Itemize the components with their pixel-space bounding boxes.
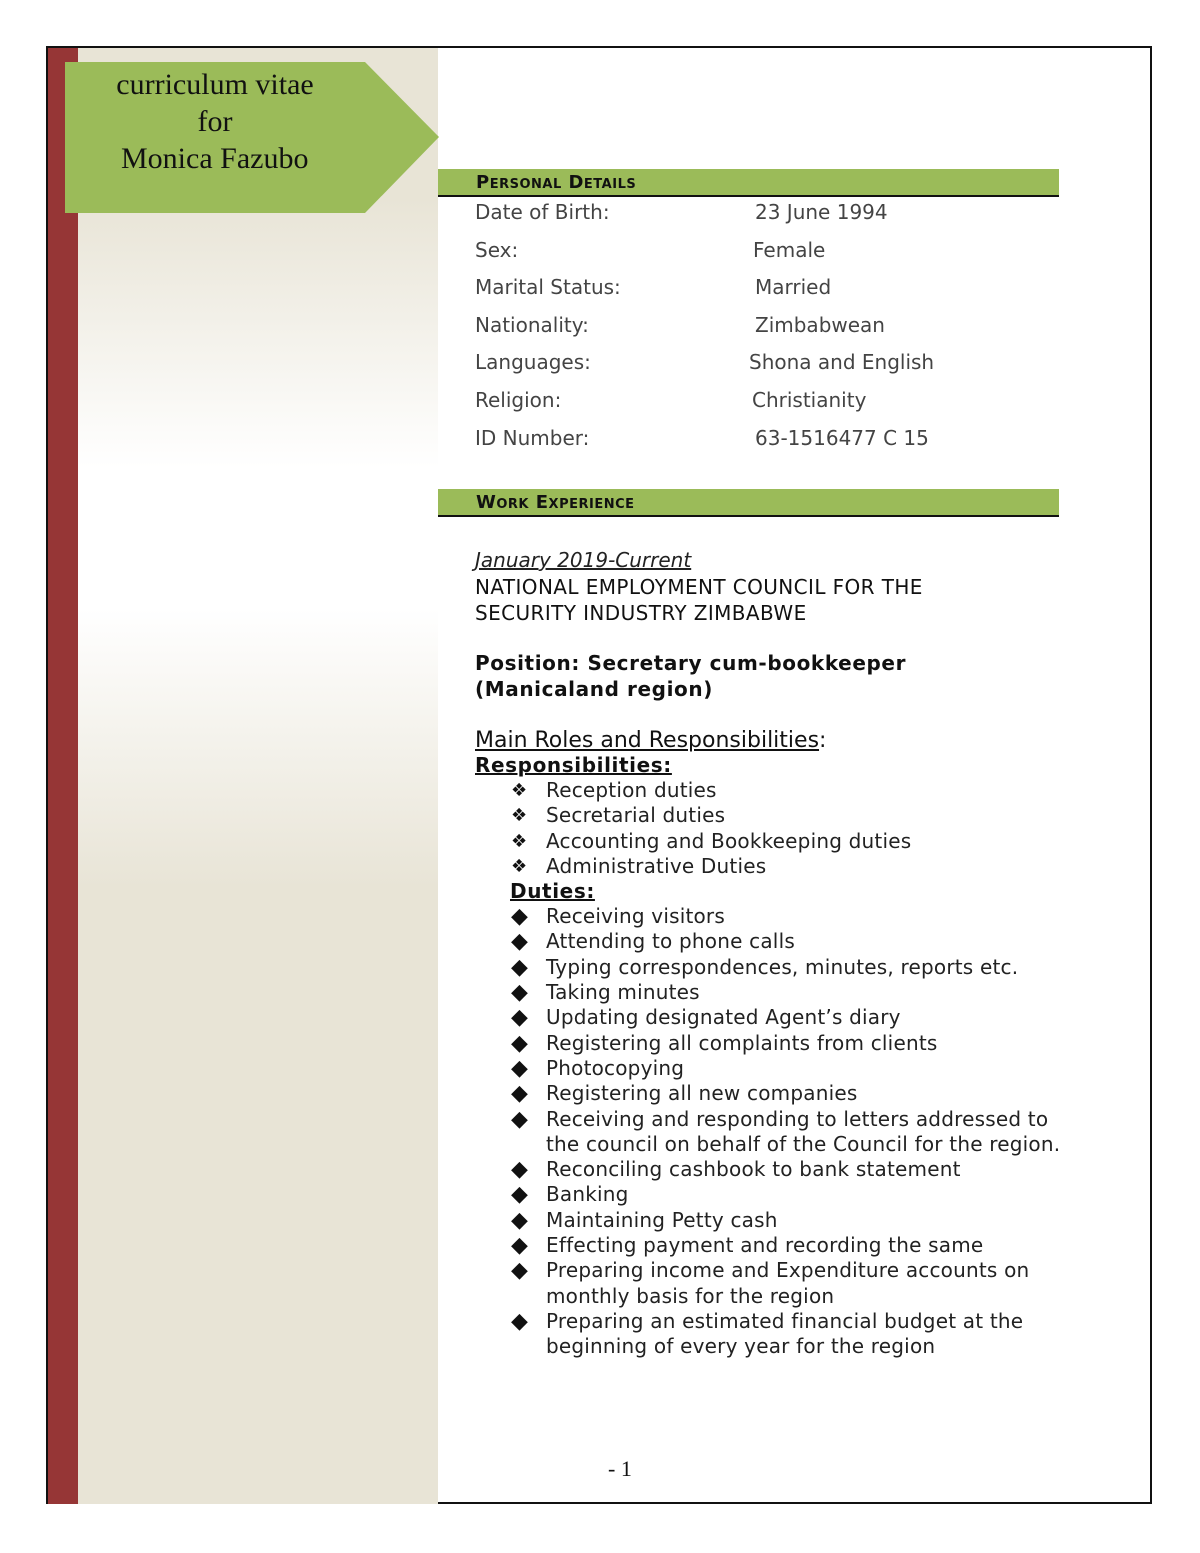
employer-name [475, 574, 1075, 626]
diamond-bullet-icon: ◆ [511, 904, 529, 930]
personal-details-heading: Personal Details [476, 172, 637, 193]
diamond-bullet-icon: ◆ [511, 1308, 529, 1334]
employment-period: January 2019-Current [475, 548, 692, 572]
list-item [475, 1005, 1075, 1030]
diamond-flower-bullet-icon: ❖ [511, 805, 528, 827]
list-item-text: Typing correspondences, minutes, reports etc. [546, 954, 1019, 979]
list-item-text: Preparing an estimated financial budget at the beginning of every year for the region [546, 1308, 1024, 1359]
roles-heading-text: Main Roles and Responsibilities [475, 728, 820, 753]
personal-details-header [438, 169, 1059, 197]
list-item-text: Maintaining Petty cash [546, 1207, 778, 1232]
detail-label: Marital Status: [475, 275, 621, 300]
diamond-bullet-icon: ◆ [511, 1106, 529, 1132]
list-item-text: Reception duties [546, 778, 717, 802]
detail-label: Nationality: [475, 312, 589, 337]
list-item-text: Accounting and Bookkeeping duties [546, 828, 912, 853]
cv-title [65, 66, 365, 177]
detail-value: Shona and English [749, 350, 935, 375]
personal-details-list [475, 196, 1075, 459]
diamond-bullet-icon: ◆ [511, 1055, 529, 1081]
diamond-bullet-icon: ◆ [511, 1233, 529, 1259]
list-item [475, 1107, 1075, 1158]
diamond-bullet-icon: ◆ [511, 1207, 529, 1233]
list-item-text: Receiving visitors [546, 904, 725, 929]
list-item [475, 1157, 1075, 1182]
detail-row-sex [475, 234, 1075, 272]
detail-value: 63-1516477 C 15 [755, 425, 929, 450]
responsibilities-heading: Responsibilities: [475, 753, 672, 777]
detail-label: Religion: [475, 387, 562, 412]
detail-value: Christianity [752, 387, 867, 412]
list-item [475, 929, 1075, 954]
work-experience-heading: Work Experience [476, 492, 635, 513]
responsibilities-list [475, 778, 1075, 879]
list-item-text: Registering all complaints from clients [546, 1030, 938, 1055]
work-experience-header [438, 489, 1059, 517]
diamond-bullet-icon: ◆ [511, 1005, 529, 1031]
diamond-bullet-icon: ◆ [511, 1030, 529, 1056]
employer-name-line-1: NATIONAL EMPLOYMENT COUNCIL FOR THE [475, 575, 923, 599]
diamond-bullet-icon: ◆ [511, 954, 529, 980]
list-item-text: Receiving and responding to letters addressed to the council on behalf of the Council for the region. [546, 1106, 1061, 1156]
job-position-line-1: Position: Secretary cum-bookkeeper [475, 651, 907, 675]
list-item [475, 1056, 1075, 1081]
list-item [475, 803, 1075, 828]
detail-row-nationality [475, 309, 1075, 347]
diamond-bullet-icon: ◆ [511, 929, 529, 955]
list-item [475, 955, 1075, 980]
list-item-text: Banking [546, 1182, 629, 1207]
list-item [475, 1208, 1075, 1233]
list-item [475, 1258, 1075, 1309]
left-sidebar-panel [78, 48, 438, 1504]
list-item [475, 778, 1075, 803]
roles-heading [475, 728, 1075, 753]
duties-list [475, 904, 1075, 1359]
employer-name-line-2: SECURITY INDUSTRY ZIMBABWE [475, 601, 807, 625]
detail-row-religion [475, 384, 1075, 422]
job-position-line-2: (Manicaland region) [475, 677, 713, 701]
diamond-bullet-icon: ◆ [511, 1081, 529, 1107]
list-item [475, 1031, 1075, 1056]
list-item [475, 1233, 1075, 1258]
diamond-flower-bullet-icon: ❖ [511, 830, 528, 852]
list-item-text: Preparing income and Expenditure accounts on monthly basis for the region [546, 1258, 1030, 1308]
diamond-bullet-icon: ◆ [511, 980, 529, 1006]
detail-value: Female [753, 237, 826, 262]
list-item-text: Attending to phone calls [546, 929, 795, 954]
work-experience-entry [475, 548, 1075, 1360]
list-item [475, 854, 1075, 879]
detail-value: Zimbabwean [755, 312, 885, 337]
cv-title-line-2: for [197, 105, 233, 138]
diamond-flower-bullet-icon: ❖ [511, 780, 528, 801]
page-number: - 1 [608, 1456, 632, 1481]
diamond-bullet-icon: ◆ [511, 1157, 529, 1183]
detail-row-dob [475, 196, 1075, 234]
detail-label: Date of Birth: [475, 200, 610, 224]
detail-value: Married [755, 275, 832, 300]
detail-label: ID Number: [475, 425, 590, 450]
detail-row-marital-status [475, 271, 1075, 309]
diamond-bullet-icon: ◆ [511, 1182, 529, 1208]
detail-row-languages [475, 346, 1075, 384]
diamond-bullet-icon: ◆ [511, 1258, 529, 1284]
list-item-text: Updating designated Agent’s diary [546, 1005, 901, 1030]
detail-value: 23 June 1994 [755, 200, 888, 224]
list-item-text: Effecting payment and recording the same [546, 1233, 984, 1258]
list-item [475, 1309, 1075, 1360]
duties-heading: Duties: [510, 879, 595, 904]
list-item [475, 904, 1075, 929]
diamond-flower-bullet-icon: ❖ [511, 855, 528, 877]
roles-heading-colon: : [819, 728, 827, 753]
detail-label: Sex: [475, 237, 519, 262]
list-item-text: Photocopying [546, 1055, 685, 1080]
detail-row-id-number [475, 422, 1075, 460]
list-item-text: Taking minutes [546, 980, 700, 1005]
list-item [475, 829, 1075, 854]
list-item-text: Secretarial duties [546, 803, 726, 828]
list-item-text: Registering all new companies [546, 1081, 858, 1106]
list-item [475, 980, 1075, 1005]
list-item-text: Reconciling cashbook to bank statement [546, 1157, 961, 1182]
cv-title-line-1: curriculum vitae [116, 68, 314, 101]
left-color-stripe [48, 48, 78, 1504]
cv-title-name: Monica Fazubo [121, 142, 309, 175]
detail-label: Languages: [475, 350, 591, 375]
list-item [475, 1081, 1075, 1106]
job-position [475, 650, 1075, 702]
list-item-text: Administrative Duties [546, 853, 767, 878]
list-item [475, 1182, 1075, 1207]
